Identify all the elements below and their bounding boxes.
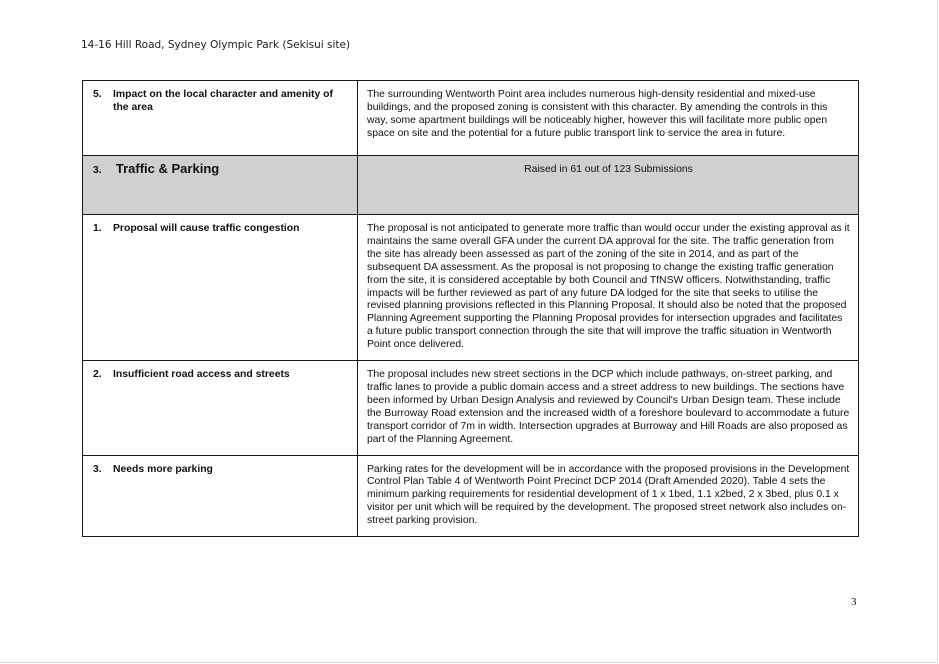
section-header-row — [83, 156, 859, 215]
table-row — [83, 81, 859, 156]
issue-cell — [83, 215, 358, 361]
submissions-table — [82, 80, 859, 537]
response-cell: The proposal is not anticipated to generate more traffic than would occur under the existing approval as it maintains the same overall GFA under the current DA approval for the site. The traffic generation from the site has already been assessed as part of the zoning of the site in 2014, and as part of the subsequent DA assessment. As the proposal is not proposing to change the existing traffic generation from the site, it is considered acceptable by both Council and TfNSW officers. Notwithstanding, traffic impacts will be further reviewed as part of any future DA lodged for the site that seeks to utilise the revised planning provisions reflected in this Planning Proposal. It should also be noted that the proposed Planning Agreement supporting the Planning Proposal provides for intersection upgrades and facilitates a future public transport connection through the site that will improve the traffic situation in Wentworth Point once delivered. — [358, 215, 859, 361]
table-row — [83, 455, 859, 537]
issue-number: 5. — [93, 89, 102, 100]
response-cell: The surrounding Wentworth Point area includes numerous high-density residential and mixed-use buildings, and the proposed zoning is consistent with this character. By amending the controls in this way, some apartment buildings will be noticeably higher, however this will facilitate more public open space on site and the potential for a future public transport link to service the area in future. — [358, 81, 859, 156]
issue-cell — [83, 81, 358, 156]
response-cell: The proposal includes new street sections in the DCP which include pathways, on-street parking, and traffic lanes to provide a public domain access and a street address to new buildings. The sections have been informed by Urban Design Analysis and reviewed by Council's Urban Design team. These include the Burroway Road extension and the increased width of a foreshore boulevard to accommodate a future transport corridor of 7m in width. Intersection upgrades at Burroway and Hill Roads are also proposed as part of the Planning Agreement. — [358, 361, 859, 455]
section-title: Traffic & Parking — [115, 161, 220, 176]
issue-title: Impact on the local character and amenity of the area — [113, 89, 333, 113]
issue-title: Proposal will cause traffic congestion — [113, 223, 300, 234]
table-row — [83, 215, 859, 361]
issue-title: Needs more parking — [113, 463, 213, 475]
page-number: 3 — [851, 596, 857, 608]
section-title-cell — [83, 156, 358, 215]
response-cell: Parking rates for the development will be in accordance with the proposed provisions in the Development Control Plan Table 4 of Wentworth Point Precinct DCP 2014 (Draft Amended 2020). Table 4 sets the minimum parking requirements for residential development of 1 x 1bed, 1.1 x2bed, 2 x 3bed, plus 0.1 x visitor per unit which will be required by the development. The proposed street network also includes on-street parking provision. — [358, 455, 859, 537]
page-header: 14-16 Hill Road, Sydney Olympic Park (Sekisui site) — [81, 39, 351, 51]
issue-cell — [83, 455, 358, 537]
issue-cell — [83, 361, 358, 455]
issue-title: Insufficient road access and streets — [113, 369, 290, 381]
issue-number: 3. — [93, 463, 102, 475]
issue-number: 1. — [93, 223, 102, 234]
section-number: 3. — [93, 165, 102, 176]
table-row — [83, 361, 859, 455]
section-raised-count: Raised in 61 out of 123 Submissions — [358, 156, 859, 215]
issue-number: 2. — [93, 369, 102, 381]
